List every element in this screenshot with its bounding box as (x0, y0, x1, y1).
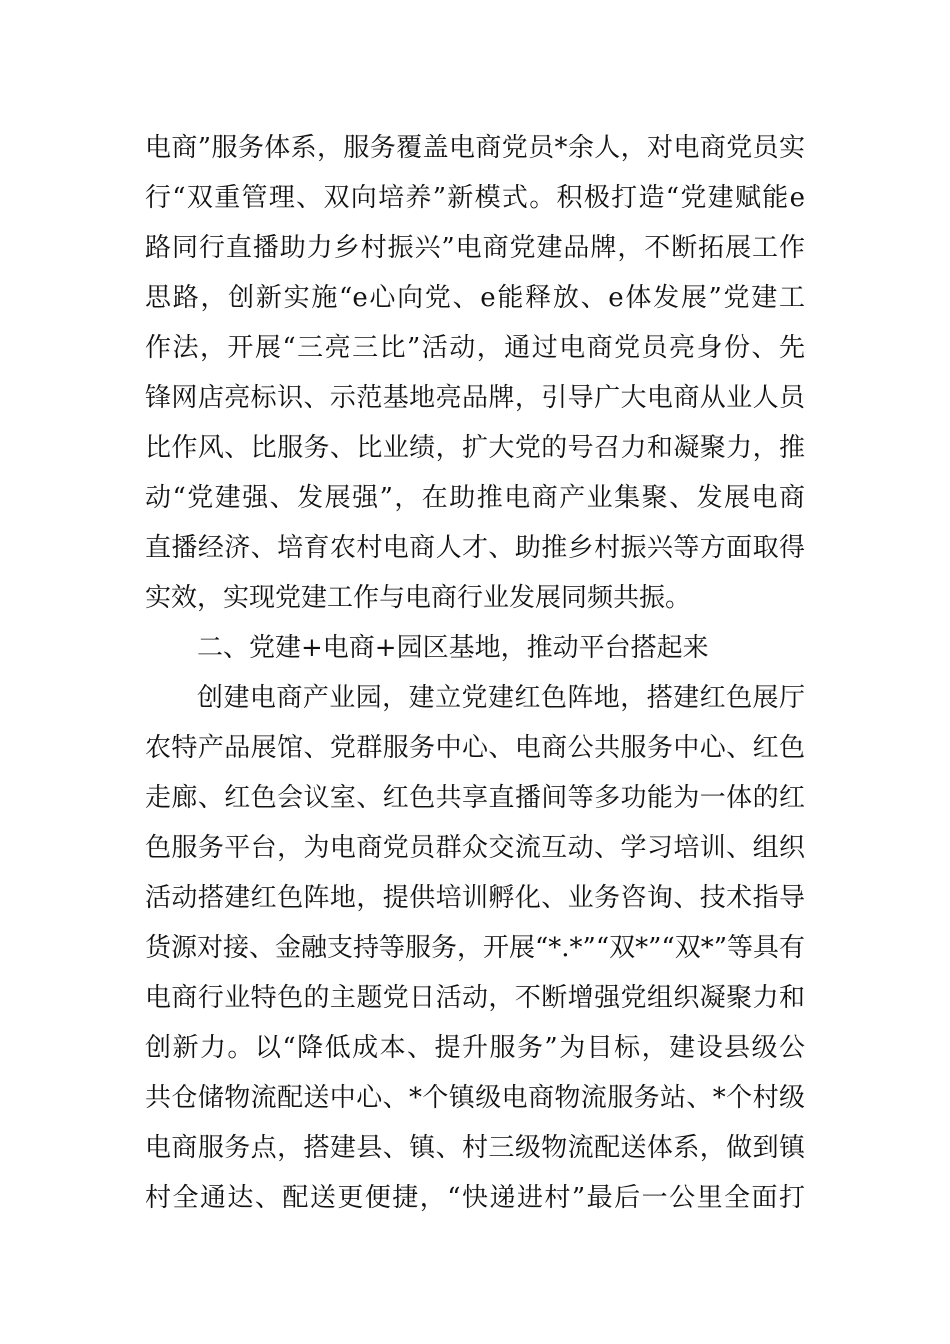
paragraph-line: 共仓储物流配送中心、*个镇级电商物流服务站、*个村级 (145, 1083, 805, 1113)
paragraph-line: 创新力。以“降低成本、提升服务”为目标，建设县级公 (145, 1033, 805, 1063)
paragraph-line: 实效，实现党建工作与电商行业发展同频共振。 (145, 583, 692, 613)
paragraph-line: 货源对接、金融支持等服务，开展“*.*”“双*”“双*”等具有 (145, 933, 806, 963)
section-heading: 二、党建+电商+园区基地，推动平台搭起来 (197, 633, 709, 663)
paragraph-line: 村全通达、配送更便捷，“快递进村”最后一公里全面打 (145, 1183, 805, 1213)
paragraph-line: 动“党建强、发展强”，在助推电商产业集聚、发展电商 (145, 483, 805, 513)
paragraph-line: 电商”服务体系，服务覆盖电商党员*余人，对电商党员实 (145, 133, 805, 163)
paragraph-line: 思路，创新实施“e心向党、e能释放、e体发展”党建工 (145, 283, 805, 313)
paragraph-line: 锋网店亮标识、示范基地亮品牌，引导广大电商从业人员 (145, 383, 805, 413)
paragraph-line: 比作风、比服务、比业绩，扩大党的号召力和凝聚力，推 (145, 433, 805, 463)
paragraph-line: 电商行业特色的主题党日活动，不断增强党组织凝聚力和 (145, 983, 805, 1013)
paragraph-line: 色服务平台，为电商党员群众交流互动、学习培训、组织 (145, 833, 805, 863)
paragraph-line: 创建电商产业园，建立党建红色阵地，搭建红色展厅 (197, 683, 805, 713)
paragraph-line: 活动搭建红色阵地，提供培训孵化、业务咨询、技术指导 (145, 883, 805, 913)
paragraph-line: 路同行直播助力乡村振兴”电商党建品牌，不断拓展工作 (145, 233, 805, 263)
paragraph-line: 作法，开展“三亮三比”活动，通过电商党员亮身份、先 (145, 333, 805, 363)
paragraph-line: 电商服务点，搭建县、镇、村三级物流配送体系，做到镇 (145, 1133, 805, 1163)
paragraph-line: 走廊、红色会议室、红色共享直播间等多功能为一体的红 (145, 783, 805, 813)
paragraph-line: 行“双重管理、双向培养”新模式。积极打造“党建赋能e (145, 183, 805, 213)
paragraph-line: 直播经济、培育农村电商人才、助推乡村振兴等方面取得 (145, 533, 805, 563)
paragraph-line: 农特产品展馆、党群服务中心、电商公共服务中心、红色 (145, 733, 805, 763)
